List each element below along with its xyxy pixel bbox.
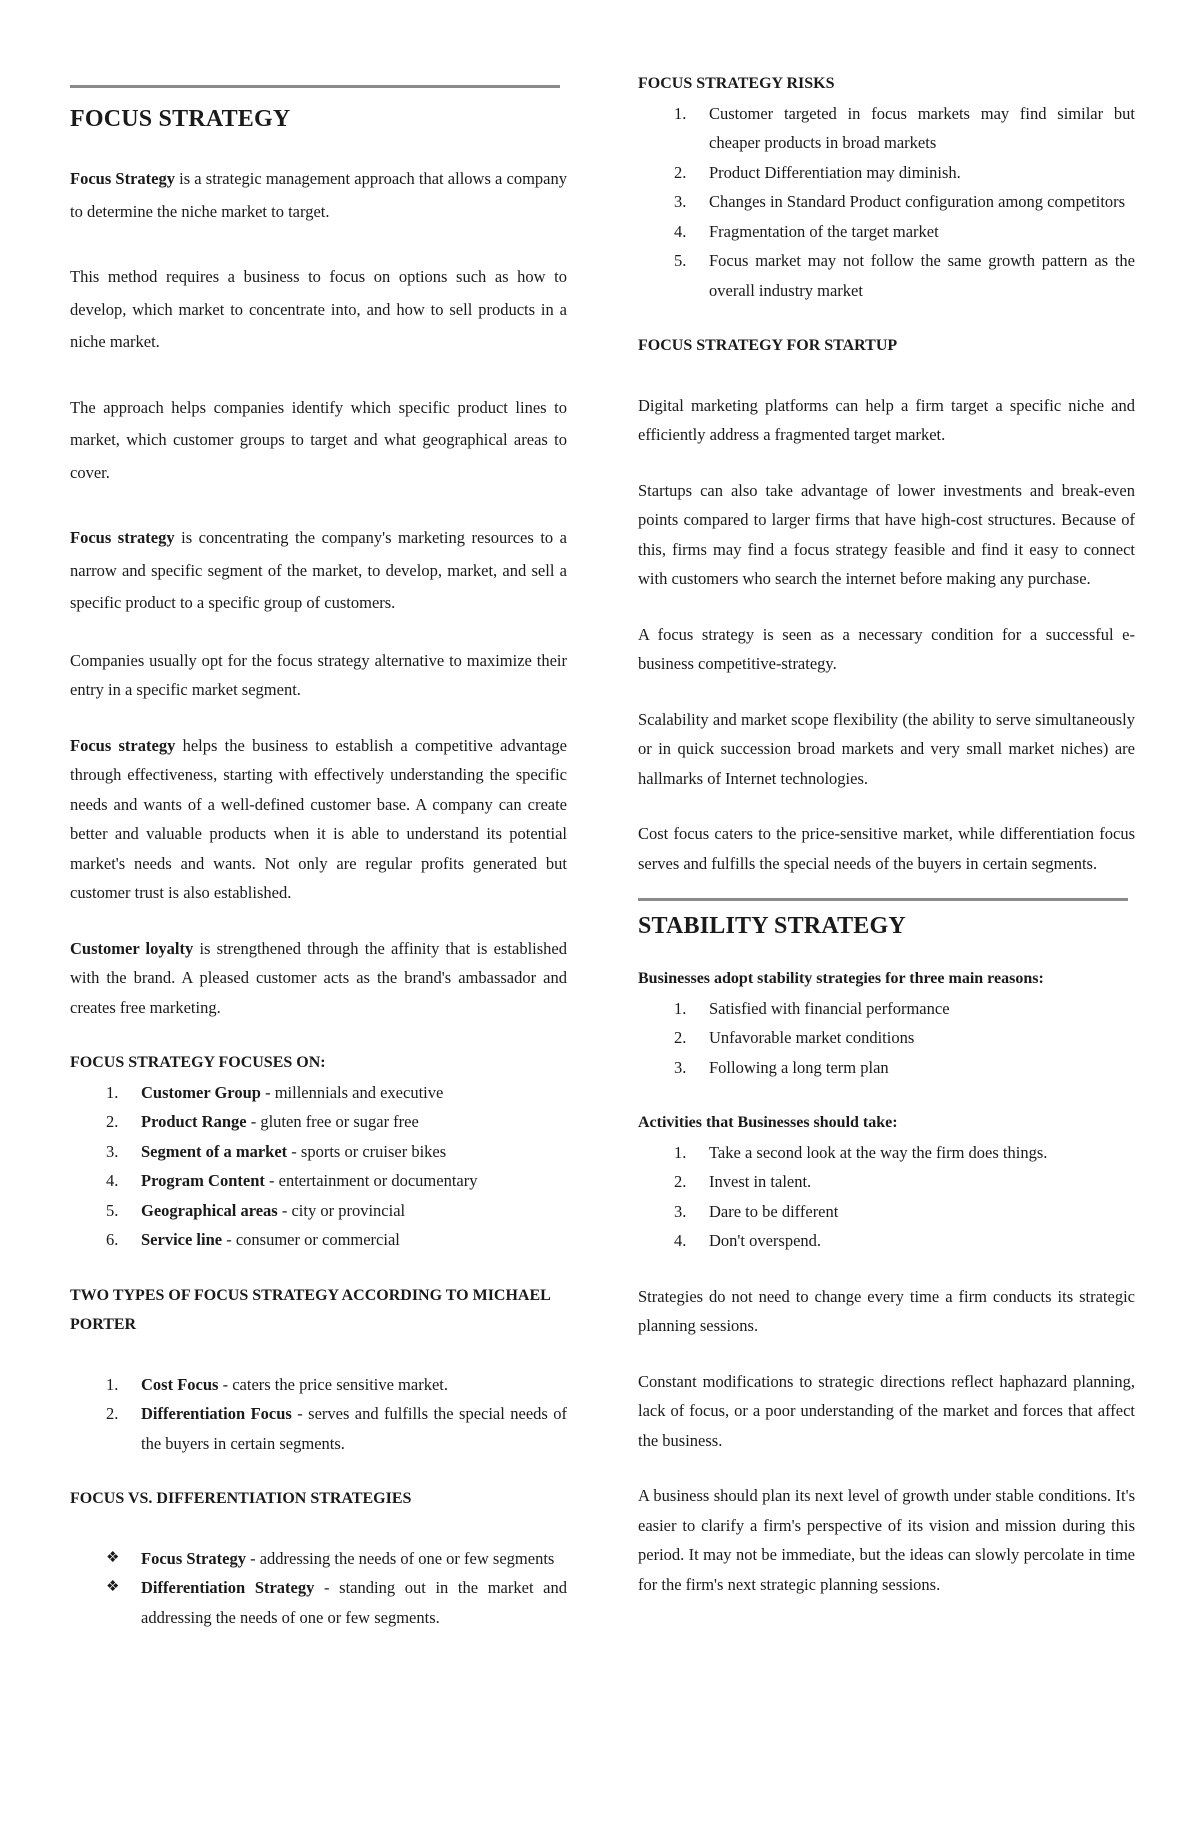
list-item: 1. Take a second look at the way the firm does things.: [674, 1142, 1048, 1162]
paragraph-concentrating: Focus strategy is concentrating the company's marketing resources to a narrow and specific segment of the market, to develop, market, and sell a specific product to a specific group of customers.: [70, 528, 567, 612]
list-item: 4. Program Content - entertainment or documentary: [106, 1171, 478, 1190]
right-column: [638, 0, 1135, 1599]
list-item: 5. Geographical areas - city or provincial: [106, 1200, 406, 1220]
diamond-bullet-icon: ❖: [106, 1579, 120, 1595]
list-item: ❖ Differentiation Strategy - standing out in the market and addressing the needs of one or few segments.: [70, 1573, 567, 1632]
types-list: [70, 1370, 567, 1459]
list-item: 2. Invest in talent.: [674, 1172, 812, 1191]
list-item: 1. Cost Focus - caters the price sensitive market.: [106, 1374, 448, 1394]
title-divider: [70, 85, 560, 88]
paragraph-method: This method requires a business to focus on options such as how to develop, which market to concentrate into, and how to sell products in a niche market.: [70, 267, 567, 351]
list-item: ❖ Focus Strategy - addressing the needs of one or few segments: [70, 1544, 567, 1574]
risks-list: [638, 99, 1135, 306]
left-column: [70, 0, 567, 1632]
diamond-bullet-icon: ❖: [106, 1549, 120, 1566]
list-item: 4. Fragmentation of the target market: [674, 221, 939, 241]
paragraph-scalability: Scalability and market scope flexibility (the ability to serve simultaneously or in quick succession broad markets and very small market niches) are hallmarks of Internet technologies.: [638, 709, 1135, 788]
focuses-list: [70, 1078, 567, 1255]
list-item: 2. Differentiation Focus - serves and fulfills the special needs of the buyers in certain segments.: [106, 1404, 567, 1453]
list-item: 2. Product Range - gluten free or sugar free: [106, 1112, 419, 1131]
list-item: 3. Segment of a market - sports or cruiser bikes: [106, 1141, 447, 1161]
paragraph-approach: The approach helps companies identify which specific product lines to market, which customer groups to target and what geographical areas to cover.: [70, 397, 567, 482]
types-heading: TWO TYPES OF FOCUS STRATEGY ACCORDING TO MICHAEL PORTER: [70, 1286, 550, 1333]
paragraph-strategies: Strategies do not need to change every time a firm conducts its strategic planning sessions.: [638, 1286, 1135, 1335]
list-item: 2. Unfavorable market conditions: [674, 1028, 915, 1047]
list-item: 4. Don't overspend.: [674, 1231, 822, 1250]
paragraph-digital-marketing: Digital marketing platforms can help a firm target a specific niche and efficiently address a fragmented target market.: [638, 395, 1135, 444]
startup-heading: FOCUS STRATEGY FOR STARTUP: [638, 337, 898, 354]
focuses-heading: FOCUS STRATEGY FOCUSES ON:: [70, 1054, 326, 1071]
paragraph-customer-loyalty: Customer loyalty is strengthened through the affinity that is established with the brand. A pleased customer acts as the brand's ambassador and creates free marketing.: [70, 938, 567, 1017]
list-item: 1. Satisfied with financial performance: [674, 998, 950, 1018]
list-item: 3. Dare to be different: [674, 1201, 839, 1221]
paragraph-competitive-advantage: Focus strategy helps the business to establish a competitive advantage through effectiveness, starting with effectively understanding the specific needs and wants of a well-defined customer base. A company can create better and valuable products when it is able to understand its potential market's needs and wants. Not only are regular profits generated but customer trust is also established.: [70, 735, 568, 902]
vs-list: [70, 1544, 567, 1633]
paragraph-cost-focus: Cost focus caters to the price-sensitive market, while differentiation focus serves and fulfills the special needs of the buyers in certain segments.: [638, 824, 1135, 873]
paragraph-companies: Companies usually opt for the focus strategy alternative to maximize their entry in a specific market segment.: [70, 650, 567, 699]
paragraph-startups: Startups can also take advantage of lower investments and break-even points compared to larger firms that have high-cost structures. Because of this, firms may find a focus strategy feasible and find it easy to connect with customers who search the internet before making any purchase.: [638, 480, 1135, 588]
list-item: 5. Focus market may not follow the same growth pattern as the overall industry market: [674, 251, 1135, 300]
reasons-heading: Businesses adopt stability strategies for three main reasons:: [638, 970, 1044, 987]
vs-heading: FOCUS VS. DIFFERENTIATION STRATEGIES: [70, 1490, 412, 1507]
paragraph-ebusiness: A focus strategy is seen as a necessary condition for a successful e-business competitive-strategy.: [638, 624, 1135, 673]
reasons-list: [638, 994, 1135, 1083]
risks-heading: FOCUS STRATEGY RISKS: [638, 75, 835, 92]
focus-strategy-title: FOCUS STRATEGY: [70, 106, 291, 132]
paragraph-next-level-growth: A business should plan its next level of growth under stable conditions. It's easier to clarify a firm's perspective of its vision and mission during this period. It may not be immediate, but the ideas can slowly percolate in time for the firm's next strategic planning sessions.: [638, 1486, 1135, 1594]
paragraph-constant-modifications: Constant modifications to strategic directions reflect haphazard planning, lack of focus, or a poor understanding of the market and forces that affect the business.: [638, 1371, 1135, 1450]
list-item: 6. Service line - consumer or commercial: [106, 1230, 400, 1249]
list-item: 1. Customer targeted in focus markets may find similar but cheaper products in broad markets: [674, 103, 1135, 152]
list-item: 3. Changes in Standard Product configuration among competitors: [674, 192, 1126, 211]
activities-heading: Activities that Businesses should take:: [638, 1114, 898, 1131]
list-item: 2. Product Differentiation may diminish.: [674, 162, 961, 182]
list-item: 3. Following a long term plan: [674, 1057, 889, 1077]
paragraph-definition: Focus Strategy is a strategic management approach that allows a company to determine the niche market to target.: [70, 169, 567, 221]
list-item: 1. Customer Group - millennials and executive: [106, 1082, 444, 1102]
stability-strategy-title: STABILITY STRATEGY: [638, 913, 906, 939]
activities-list: [638, 1138, 1135, 1256]
